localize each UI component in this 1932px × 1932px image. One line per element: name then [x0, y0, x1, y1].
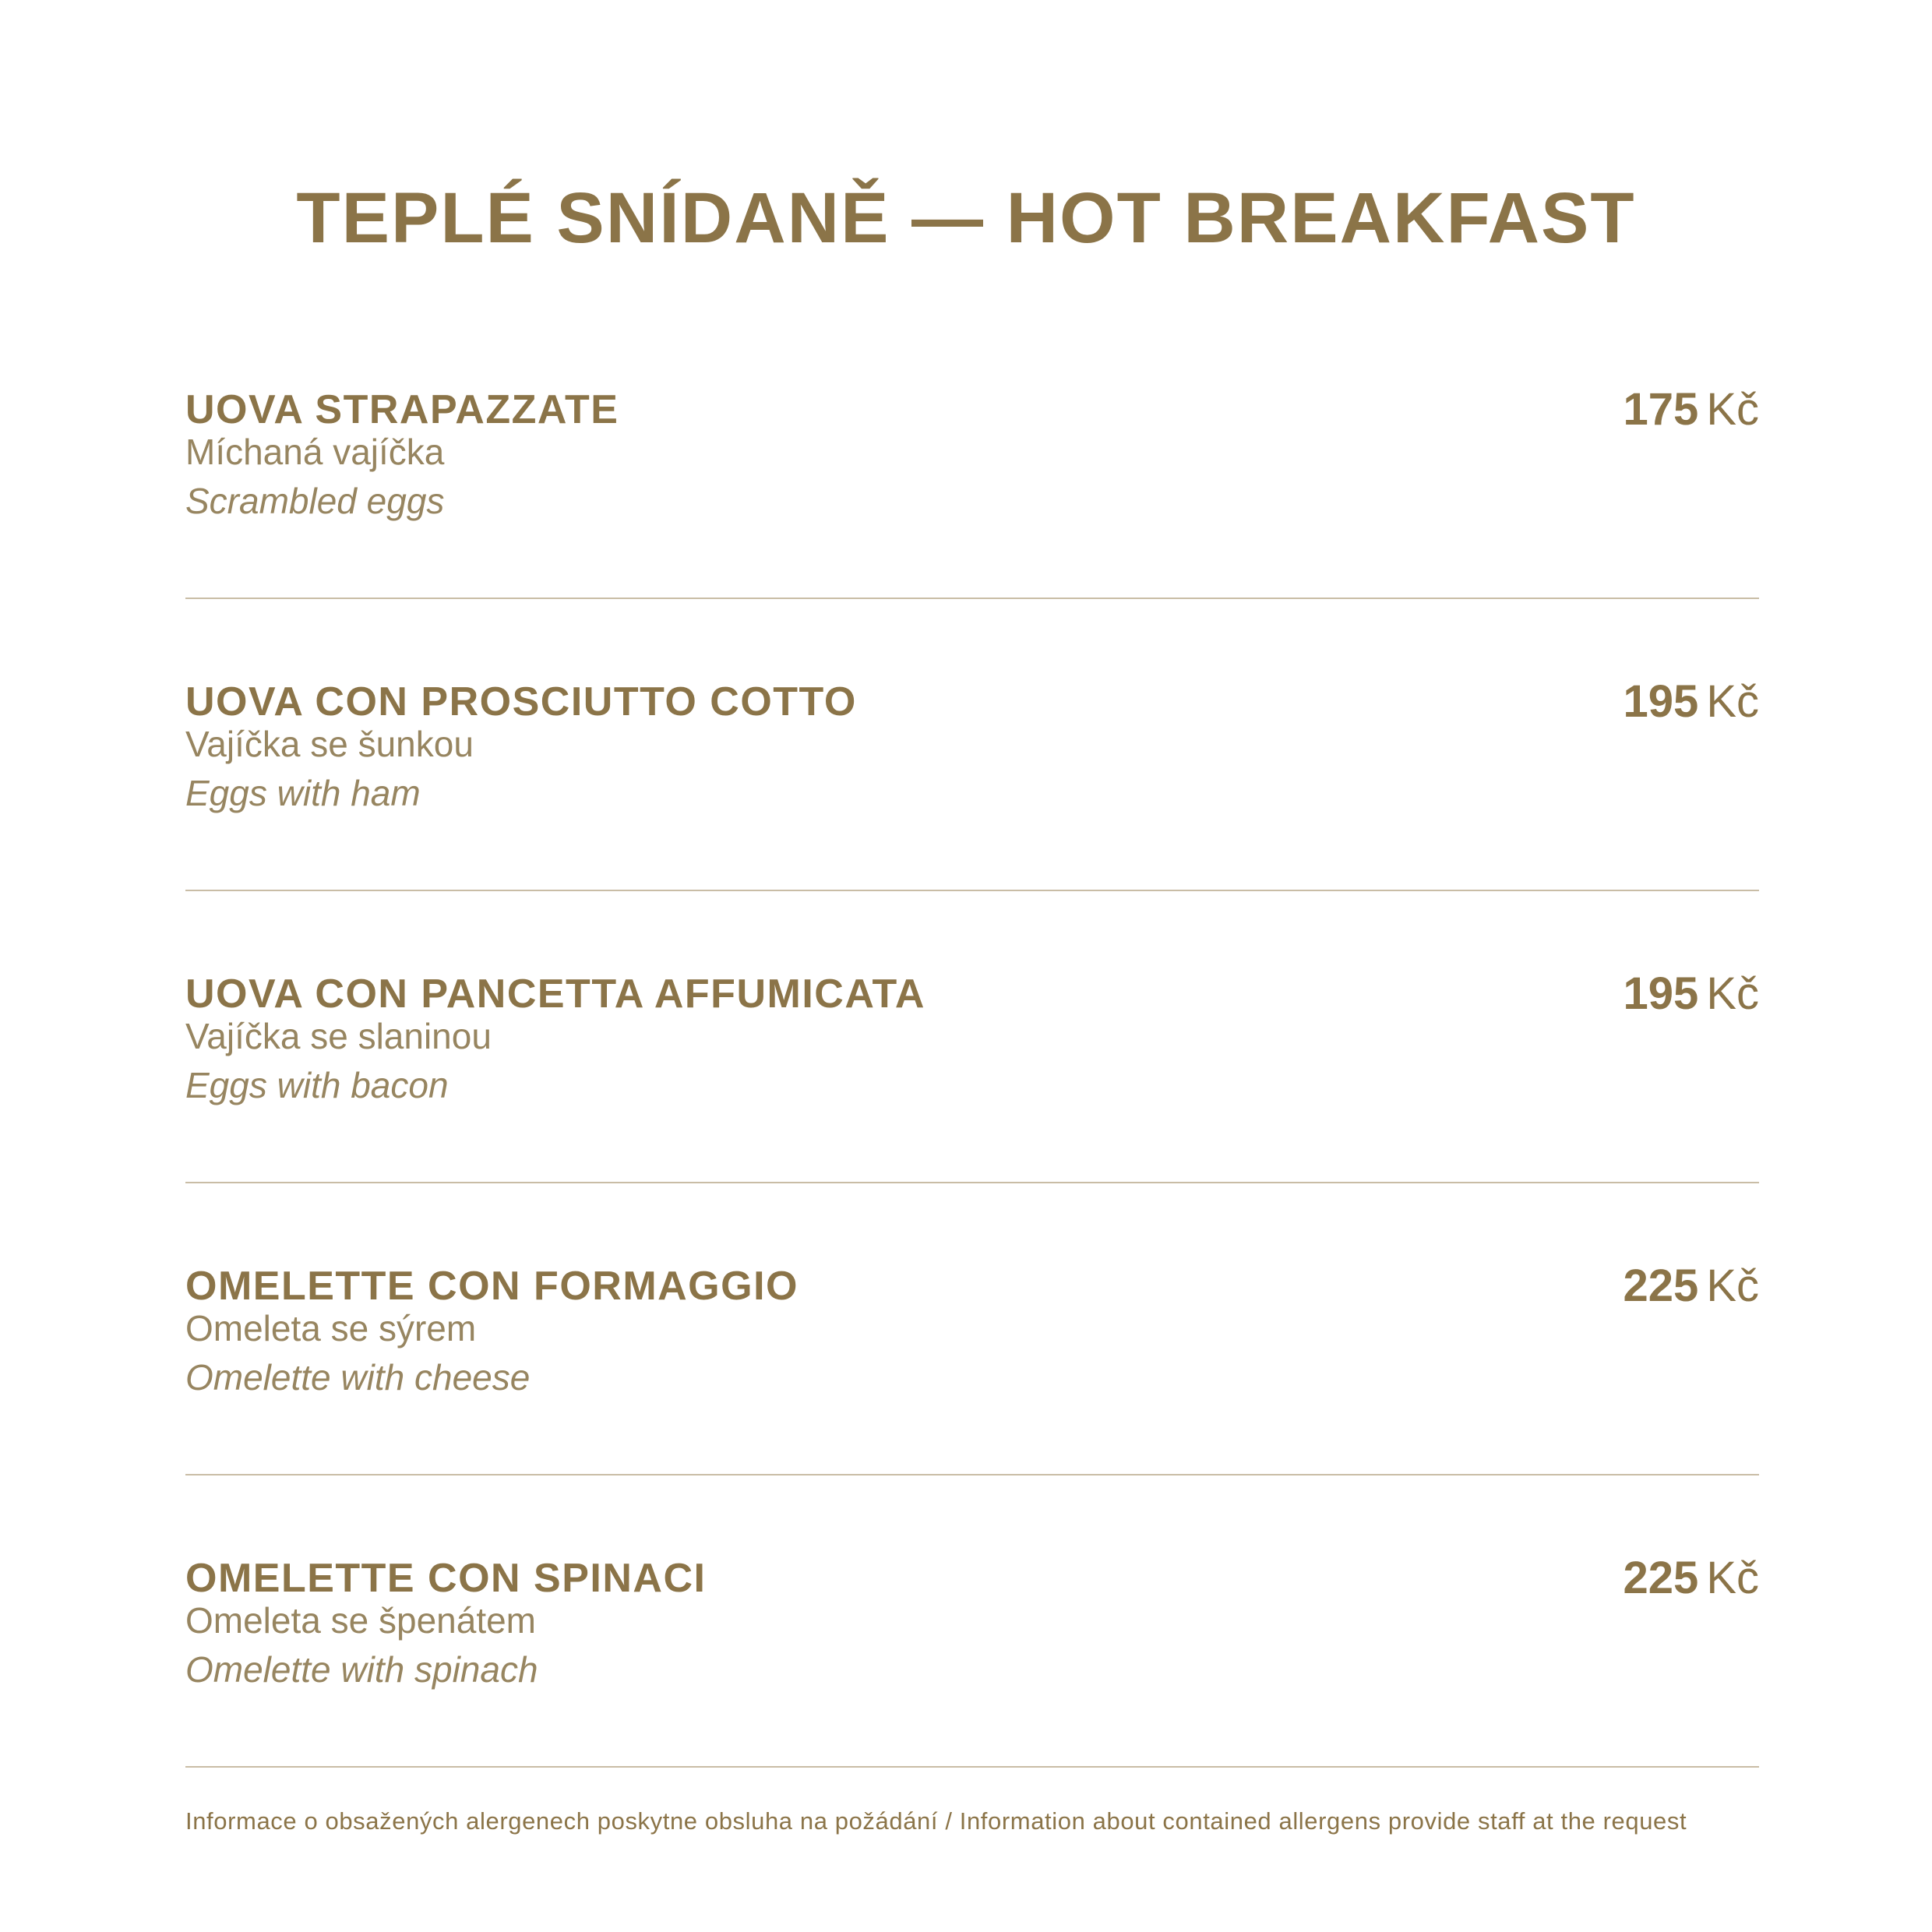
divider [185, 1766, 1759, 1768]
menu-item-uova-pancetta [185, 970, 1759, 1157]
divider [185, 1182, 1759, 1183]
divider [185, 890, 1759, 891]
item-czech-name: Omeleta se špenátem [185, 1600, 537, 1641]
menu-item-omelette-spinaci [185, 1554, 1759, 1741]
item-czech-name: Vajíčka se slaninou [185, 1016, 492, 1056]
item-english-name: Eggs with ham [185, 773, 421, 813]
item-english-name: Omelette with cheese [185, 1357, 531, 1398]
item-czech-name: Míchaná vajíčka [185, 432, 445, 472]
menu-item-omelette-formaggio [185, 1262, 1759, 1449]
price-currency: Kč [1706, 384, 1759, 435]
item-price [1624, 1259, 1759, 1313]
divider [185, 1474, 1759, 1475]
price-amount: 195 [1623, 968, 1699, 1019]
item-czech-name: Vajíčka se šunkou [185, 724, 474, 764]
price-amount: 225 [1623, 1553, 1699, 1603]
item-price [1624, 675, 1759, 729]
price-amount: 195 [1623, 676, 1699, 727]
menu-item-uova-prosciutto [185, 678, 1759, 865]
price-amount: 225 [1623, 1260, 1699, 1311]
price-currency: Kč [1706, 676, 1759, 727]
divider [185, 598, 1759, 599]
item-name: OMELETTE CON FORMAGGIO [185, 1264, 799, 1309]
allergen-footer-note: Informace o obsažených alergenech poskytne obsluha na požádání / Information about contained allergens provide staff at the request [185, 1807, 1687, 1835]
item-name: UOVA STRAPAZZATE [185, 387, 619, 432]
item-name: UOVA CON PROSCIUTTO COTTO [185, 679, 857, 724]
item-name: UOVA CON PANCETTA AFFUMICATA [185, 971, 925, 1017]
item-english-name: Eggs with bacon [185, 1065, 449, 1105]
price-currency: Kč [1706, 968, 1759, 1019]
item-price [1624, 383, 1759, 437]
item-english-name: Omelette with spinach [185, 1649, 538, 1690]
menu-item-uova-strapazzate [185, 386, 1759, 573]
item-name: OMELETTE CON SPINACI [185, 1556, 707, 1601]
item-czech-name: Omeleta se sýrem [185, 1308, 477, 1349]
item-english-name: Scrambled eggs [185, 481, 445, 521]
page-title: TEPLÉ SNÍDANĚ — HOT BREAKFAST [296, 178, 1636, 258]
price-currency: Kč [1706, 1260, 1759, 1311]
item-price [1624, 967, 1759, 1021]
price-currency: Kč [1706, 1553, 1759, 1603]
item-price [1624, 1551, 1759, 1606]
price-amount: 175 [1623, 384, 1699, 435]
